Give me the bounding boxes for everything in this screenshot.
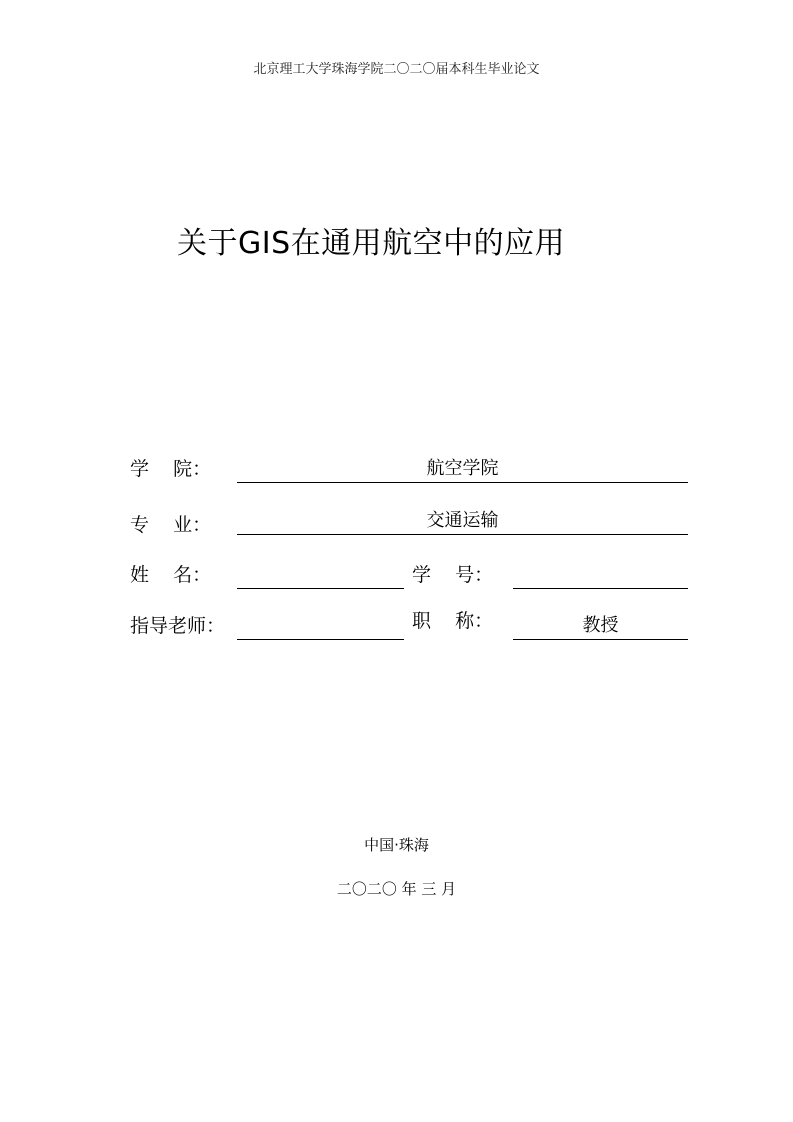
thesis-title: 关于GIS在通用航空中的应用: [177, 226, 566, 261]
rank-field: [513, 613, 688, 640]
place-line: 中国·珠海: [364, 836, 429, 854]
rank-value: 教授: [582, 615, 619, 636]
major-field: [237, 508, 688, 535]
rank-label: 职 称：: [412, 610, 494, 632]
major-label: 专 业：: [130, 514, 212, 536]
advisor-field: [237, 613, 404, 640]
running-header: 北京理工大学珠海学院二〇二〇届本科生毕业论文: [253, 62, 540, 77]
college-label: 学 院：: [130, 458, 212, 480]
college-value: 航空学院: [426, 458, 499, 479]
date-line: 二〇二〇 年 三 月: [336, 880, 457, 898]
name-label: 姓 名：: [130, 564, 212, 586]
major-value: 交通运输: [426, 510, 499, 531]
student-id-field: [513, 562, 688, 589]
advisor-label: 指导老师：: [130, 615, 226, 637]
student-id-label: 学 号：: [412, 564, 494, 586]
college-field: [237, 456, 688, 483]
name-field: [237, 562, 404, 589]
